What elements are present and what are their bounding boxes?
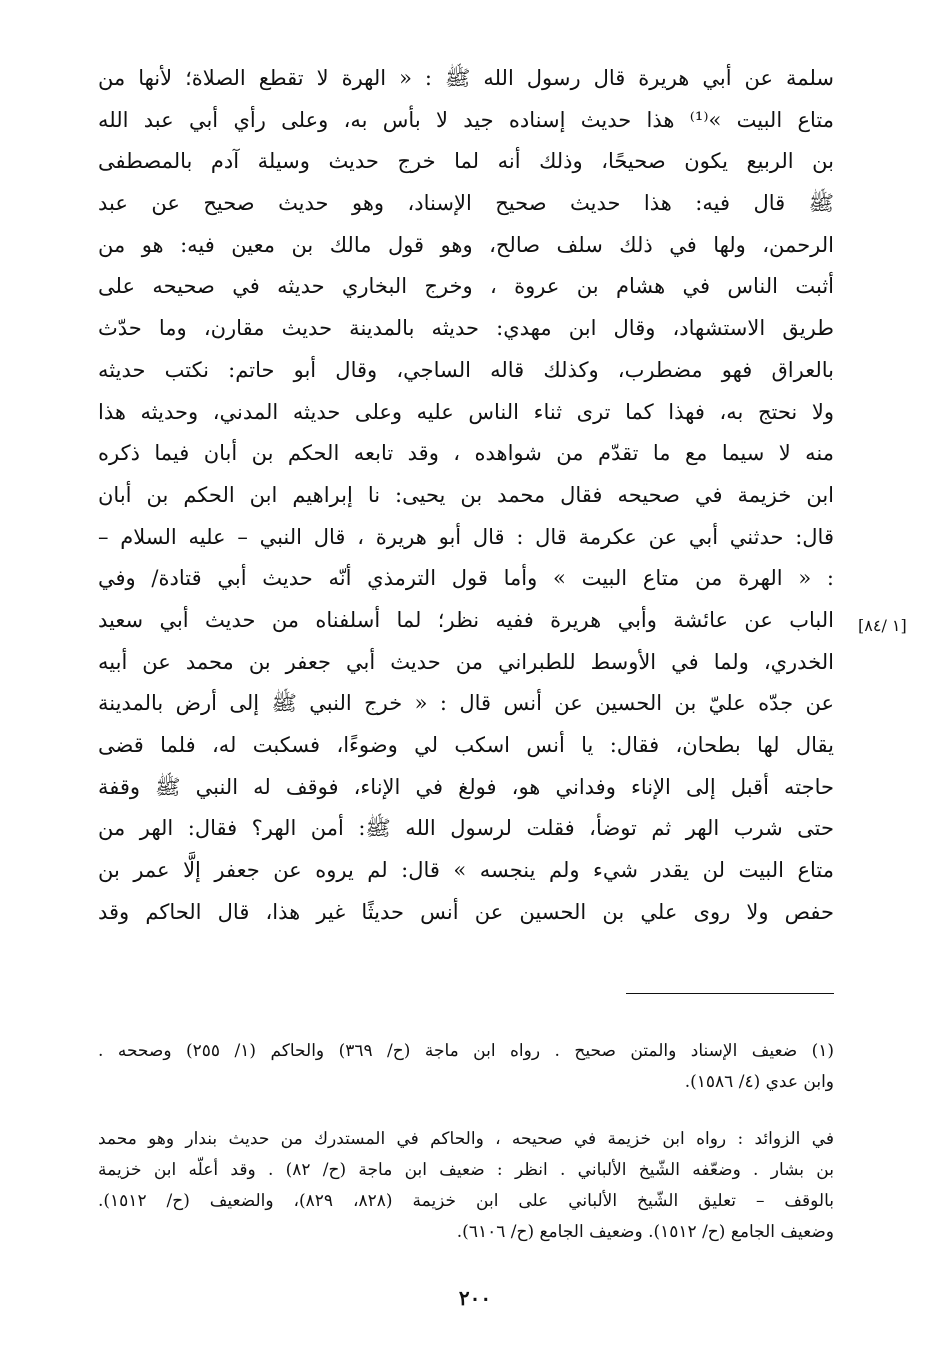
- text-line: بالعراق فهو مضطرب، وكذلك قاله الساجي، وقال أبو حاتم: نكتب حديثه: [98, 357, 834, 382]
- text-line: متاع البيت لن يقدر شيء ولم ينجسه » قال: لم يروه عن جعفر إلَّا عمر بن: [98, 858, 834, 883]
- footnote-line: (١) ضعيف الإسناد والمتن صحيح . رواه ابن ماجة (ح/ ٣٦٩) والحاكم (١/ ٢٥٥) وصححه .: [98, 1041, 834, 1061]
- footnote-line: في الزوائد : رواه ابن خزيمة في صحيحه ، والحاكم في المستدرك من حديث بندار وهو محمد: [98, 1129, 834, 1149]
- footnote-separator: [626, 993, 834, 994]
- text-line: الباب عن عائشة وأبي هريرة ففيه نظر؛ لما أسلفناه من حديث أبي سعيد: [98, 607, 834, 632]
- text-line: متاع البيت »⁽¹⁾ هذا حديث إسناده جيد لا بأس به، وعلى رأي أبي عبد الله: [98, 107, 834, 132]
- page-number: ٢٠٠: [458, 1286, 492, 1310]
- footnote-line: بن بشار . وضعّفه الشّيخ الألباني . انظر : ضعيف ابن ماجة (ح/ ٨٢) . وقد أعلّه ابن خزيمة: [98, 1160, 834, 1180]
- text-line: الخدري، ولما في الأوسط للطبراني من حديث أبي جعفر بن محمد عن أبيه: [98, 649, 834, 674]
- text-line: سلمة عن أبي هريرة قال رسول الله ﷺ : « الهرة لا تقطع الصلاة؛ لأنها من: [98, 66, 834, 90]
- text-line: حفص ولا روى علي بن الحسين عن أنس حديثًا غير هذا، قال الحاكم وقد: [98, 899, 834, 924]
- text-line: بن الربيع يكون صحيحًا، وذلك أنه لما خرج حديث وسيلة آدم بالمصطفى: [98, 149, 834, 174]
- footnote-line: وابن عدي (٤/ ١٥٨٦).: [684, 1072, 834, 1092]
- footnote-line: وضعيف الجامع (ح/ ١٥١٢). وضعيف الجامع (ح/ ٦١٠٦).: [456, 1222, 834, 1242]
- text-line: حتى شرب الهر ثم توضأ، فقلت لرسول الله ﷺ: أمن الهر؟ فقال: الهر من: [98, 816, 834, 841]
- text-line: عن جدّه عليّ بن الحسين عن أنس قال : « خرج النبي ﷺ إلى أرض بالمدينة: [98, 691, 834, 716]
- text-line: الرحمن، ولها في ذلك سلف صالح، وهو قول مالك بن معين فيه: هو من: [98, 232, 834, 257]
- text-line: أثبت الناس في هشام بن عروة ، وخرج البخاري حديثه في صحيحه على: [98, 274, 834, 299]
- text-line: طريق الاستشهاد، وقال ابن مهدي: حديثه بالمدينة حديث مقارن، وما حدّث: [98, 316, 834, 341]
- text-line: ابن خزيمة في صحيحه فقال محمد بن يحيى: نا إبراهيم ابن الحكم بن أبان: [98, 482, 834, 507]
- footnote-gap: [98, 1098, 834, 1124]
- main-text-body: [98, 58, 834, 933]
- manuscript-folio-marker: [١ /٨٤]: [858, 616, 907, 635]
- text-line: : « الهرة من متاع البيت » وأما قول الترمذي أنّه حديث أبي قتادة/ وفي: [98, 566, 834, 591]
- text-line: ﷺ قال فيه: هذا حديث صحيح الإسناد، وهو حديث صحيح عن عبد: [98, 191, 834, 216]
- footnotes: [98, 1036, 834, 1248]
- text-line: يقال لها بطحان، فقال: يا أنس اسكب لي وضوءًا، فسكبت له، فلما قضى: [98, 733, 834, 757]
- text-line: ولا نحتج به، فهذا كما ترى ثناء الناس عليه وعلى حديثه المدني، وحديثه هذا: [98, 399, 834, 424]
- text-line: حاجته أقبل إلى الإناء وفداني هو، فولغ في الإناء، فوقف له النبي ﷺ وقفة: [98, 774, 834, 799]
- footnote-line: بالوقف – تعليق الشّيخ الألباني على ابن خزيمة (٨٢٨، ٨٢٩)، والضعيف (ح/ ١٥١٢).: [98, 1191, 834, 1211]
- text-line: قال: حدثني أبي عن عكرمة قال : قال أبو هريرة ، قال النبي – عليه السلام –: [98, 524, 834, 549]
- text-line: منه لا سيما مع ما تقدّم من شواهده ، وقد تابعه الحكم بن أبان فيما ذكره: [98, 441, 834, 466]
